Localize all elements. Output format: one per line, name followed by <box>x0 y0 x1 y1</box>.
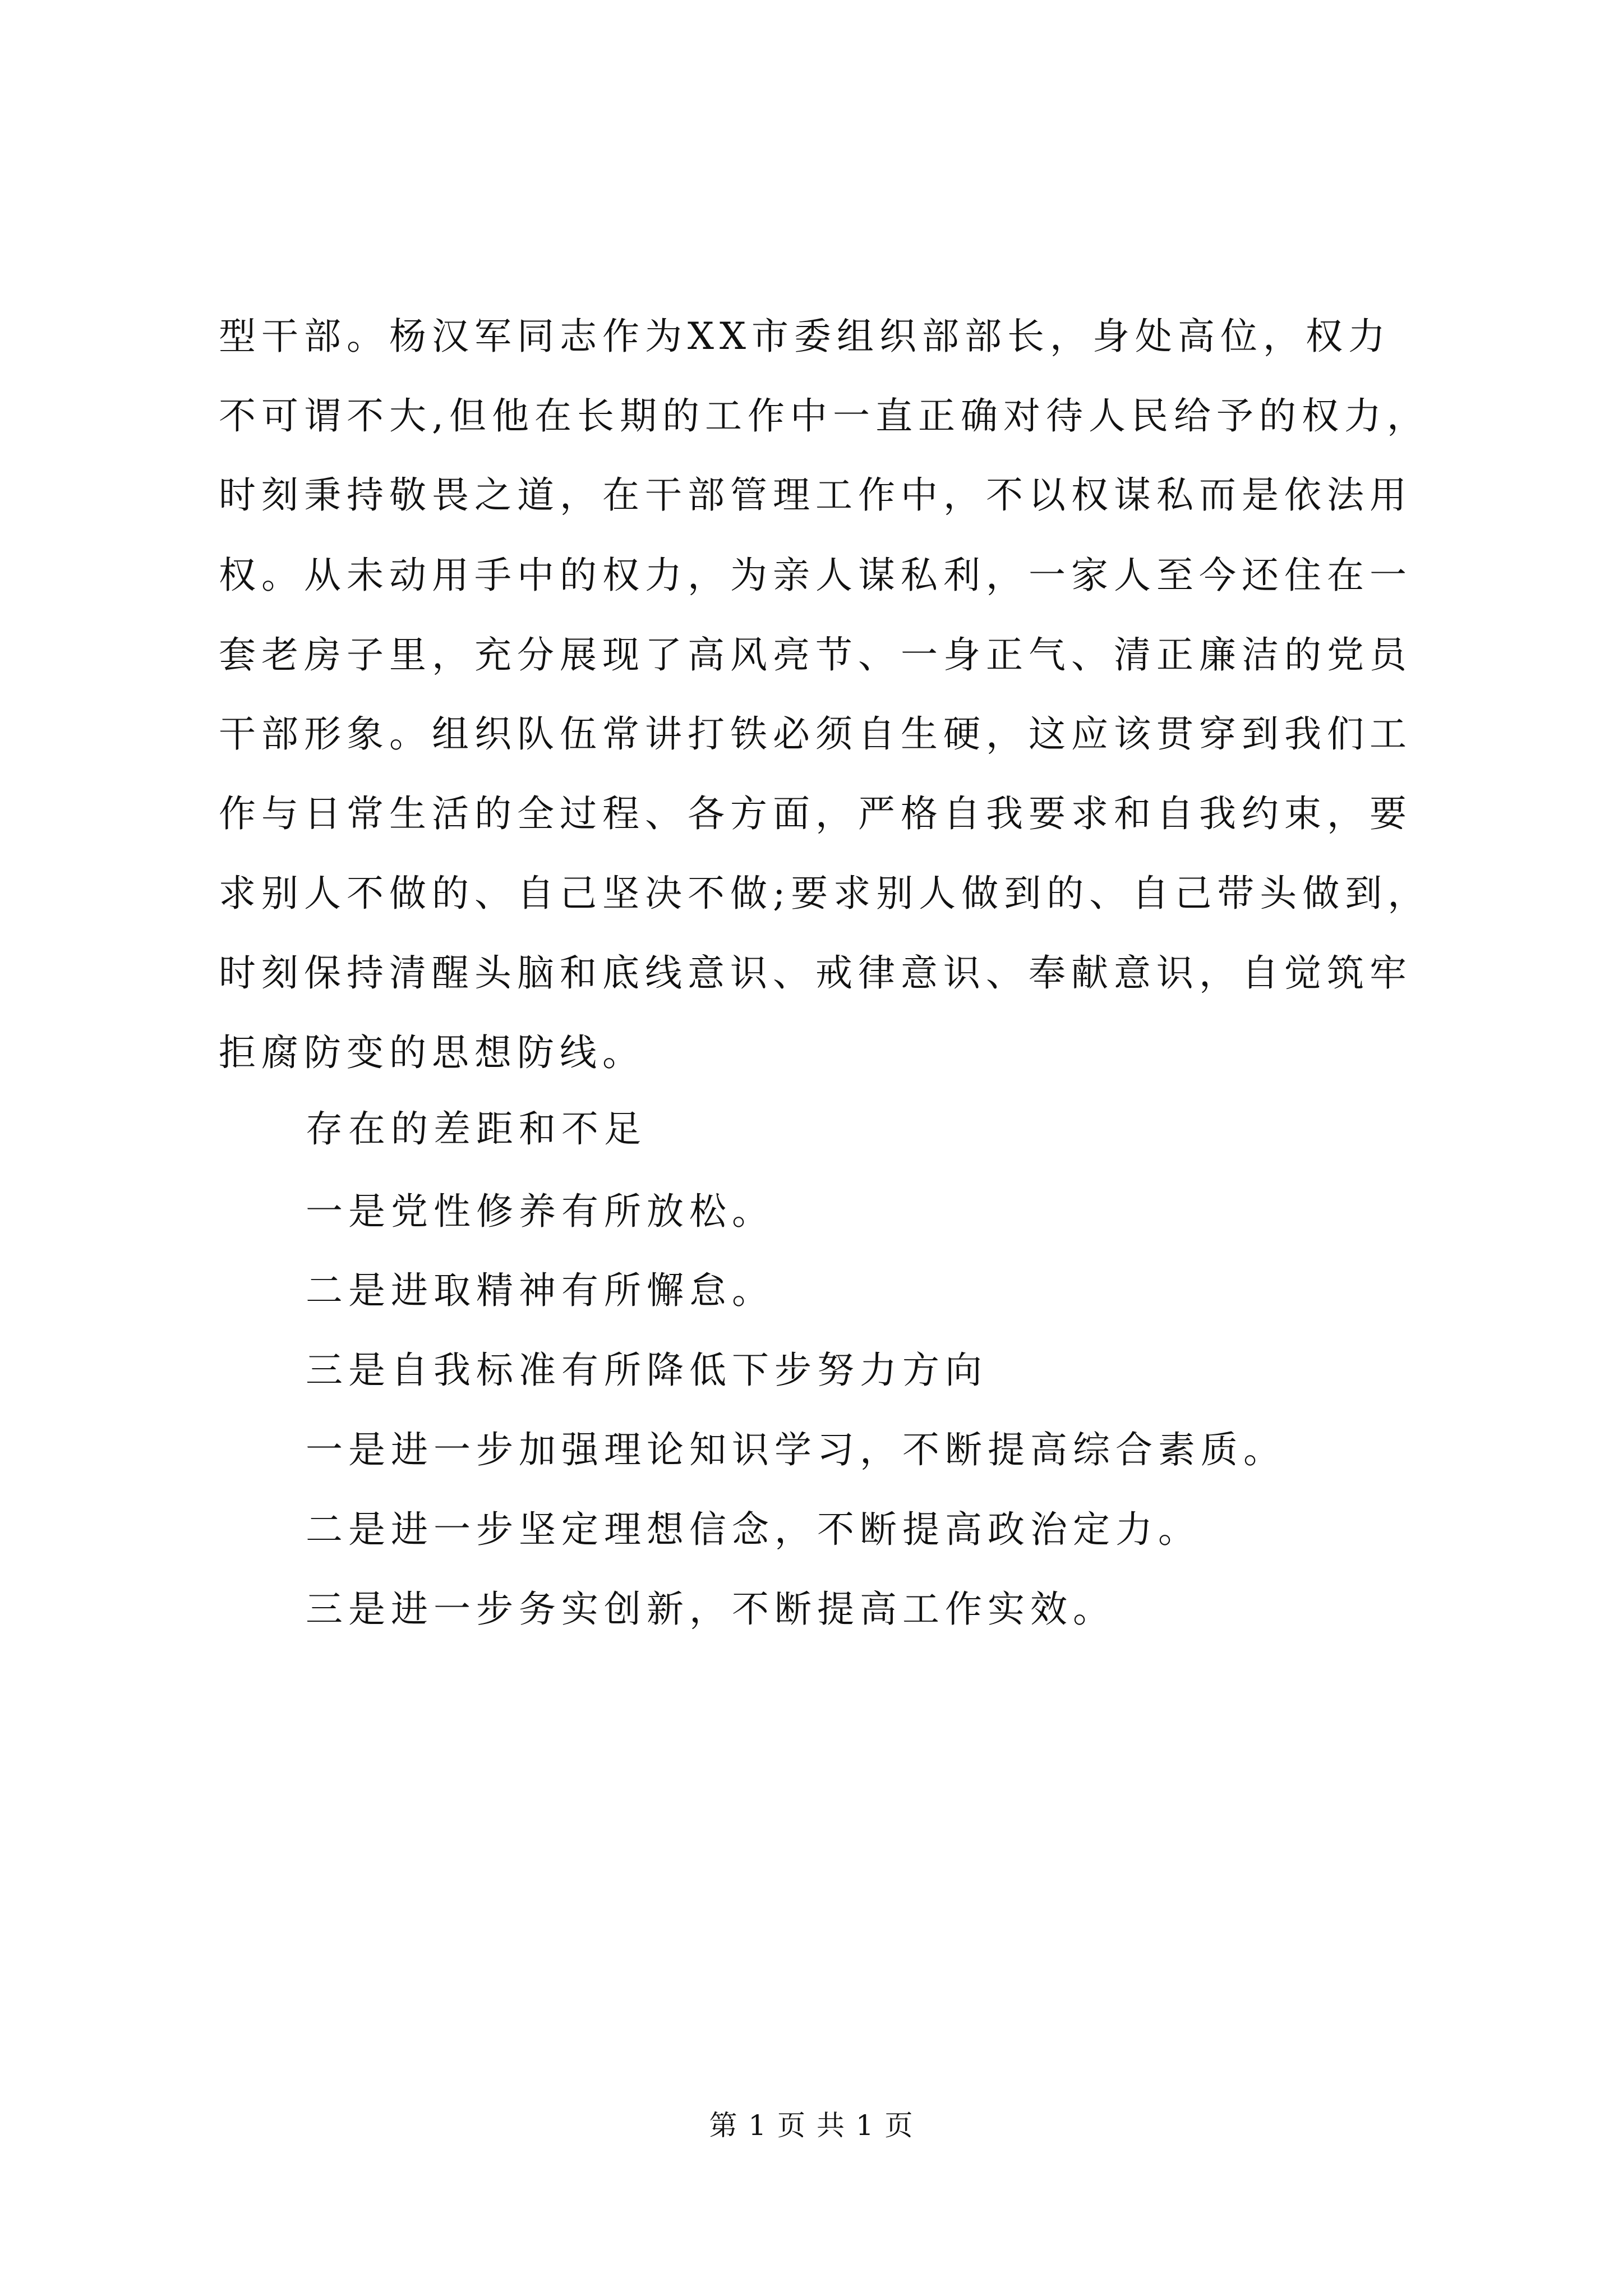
list-item: 三是自我标准有所降低下步努力方向 <box>306 1349 988 1392</box>
paragraph-line: 不可谓不大,但他在长期的工作中一直正确对待人民给予的权力， <box>219 394 1430 438</box>
list-item: 一是进一步加强理论知识学习，不断提高综合素质。 <box>306 1428 1286 1471</box>
paragraph-line: 干部形象。组织队伍常讲打铁必须自生硬，这应该贯穿到我们工 <box>219 712 1412 756</box>
list-item: 二是进取精神有所懈怠。 <box>306 1269 774 1312</box>
list-item: 三是进一步务实创新，不断提高工作实效。 <box>306 1588 1115 1631</box>
paragraph-line: 求别人不做的、自己坚决不做;要求别人做到的、自己带头做到， <box>219 872 1431 915</box>
list-item: 二是进一步坚定理想信念，不断提高政治定力。 <box>306 1508 1201 1551</box>
paragraph-line: 作与日常生活的全过程、各方面，严格自我要求和自我约束，要 <box>219 792 1412 835</box>
section-heading: 存在的差距和不足 <box>306 1107 647 1151</box>
paragraph-line: 时刻秉持敬畏之道，在干部管理工作中，不以权谋私而是依法用 <box>219 473 1412 517</box>
list-item: 一是党性修养有所放松。 <box>306 1190 774 1233</box>
paragraph-line: 套老房子里，充分展现了高风亮节、一身正气、清正廉洁的党员 <box>219 633 1412 677</box>
paragraph-line: 拒腐防变的思想防线。 <box>219 1031 645 1074</box>
page-number-footer: 第 1 页 共 1 页 <box>709 2109 914 2142</box>
paragraph-line: 时刻保持清醒头脑和底线意识、戒律意识、奉献意识，自觉筑牢 <box>219 951 1412 995</box>
paragraph-line: 型干部。杨汉军同志作为XX市委组织部部长，身处高位，权力 <box>219 315 1391 358</box>
paragraph-line: 权。从未动用手中的权力，为亲人谋私利，一家人至今还住在一 <box>219 554 1412 597</box>
